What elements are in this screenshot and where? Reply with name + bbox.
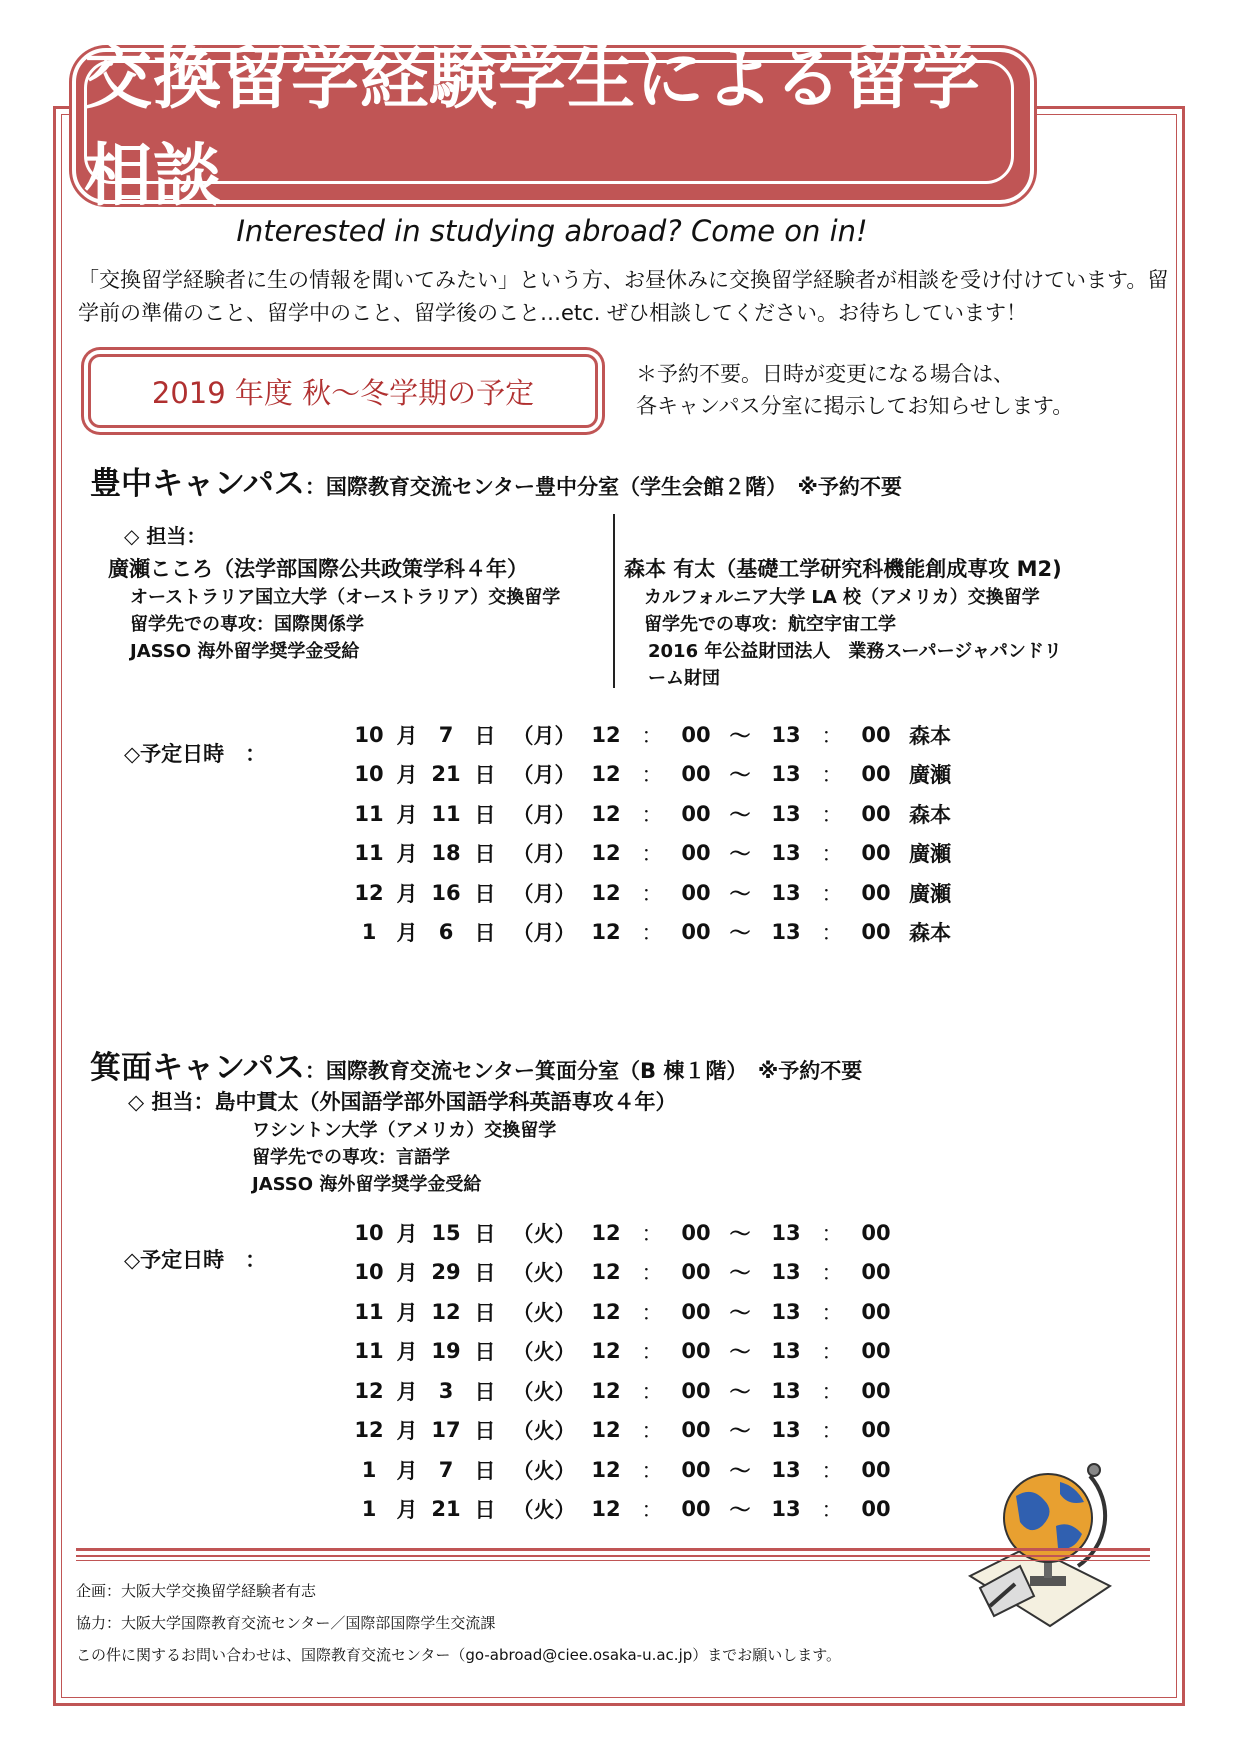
start-hour: 12 [591,1497,621,1522]
staff-name: 廣瀬 [909,842,951,867]
time-colon: ： [641,842,663,867]
start-minute: 00 [681,920,711,945]
month-number: 12 [354,1378,384,1403]
staff-name: 廣瀬 [909,763,951,788]
schedule-row [352,834,962,874]
staff-divider [613,514,615,688]
end-hour: 13 [771,1220,801,1245]
minoh-heading [90,1042,862,1087]
time-colon: ： [641,802,663,827]
end-hour: 13 [771,1299,801,1324]
minoh-schedule-table [352,1213,898,1529]
month-number: 1 [361,1457,377,1482]
day-number: 29 [431,1260,461,1285]
time-colon: ： [641,921,663,946]
month-unit: 月 [396,1261,418,1286]
month-unit: 月 [396,842,418,867]
day-unit: 日 [474,1261,496,1286]
minoh-staff-label-text: ◇ 担当： [128,1090,215,1114]
time-tilde: ～ [729,881,751,906]
start-hour: 12 [591,880,621,905]
start-minute: 00 [681,1260,711,1285]
toyonaka-campus-name: 豊中キャンパス [90,466,305,502]
time-tilde: ～ [729,1458,751,1483]
day-unit: 日 [474,1379,496,1404]
time-tilde: ～ [729,842,751,867]
day-number: 7 [438,1457,454,1482]
time-tilde: ～ [729,1419,751,1444]
month-number: 1 [361,1497,377,1522]
month-unit: 月 [396,802,418,827]
day-unit: 日 [474,881,496,906]
weekday: （月） [512,881,576,906]
day-unit: 日 [474,1498,496,1523]
month-unit: 月 [396,1419,418,1444]
day-unit: 日 [474,1419,496,1444]
footer-rule [76,1548,1150,1551]
staff-morimoto-name: 森本 有太（基礎工学研究科機能創成専攻 M2) [624,557,1062,581]
end-minute: 00 [861,801,891,826]
weekday: （月） [512,921,576,946]
subtitle: Interested in studying abroad? Come on in! [236,214,868,248]
staff-hirose-line3: JASSO 海外留学奨学金受給 [130,641,360,662]
start-hour: 12 [591,801,621,826]
end-hour: 13 [771,1418,801,1443]
day-number: 21 [431,1497,461,1522]
start-minute: 00 [681,1378,711,1403]
start-minute: 00 [681,722,711,747]
staff-hirose-line2: 留学先での専攻：国際関係学 [130,614,364,635]
start-hour: 12 [591,722,621,747]
staff-shimanaka-name: 島中貫太（外国語学部外国語学科英語専攻４年） [214,1090,677,1114]
schedule-row [352,1450,898,1490]
start-hour: 12 [591,1220,621,1245]
weekday: （火） [512,1419,576,1444]
end-hour: 13 [771,801,801,826]
start-minute: 00 [681,1497,711,1522]
end-hour: 13 [771,880,801,905]
footer-organizer: 企画：大阪大学交換留学経験者有志 [76,1582,317,1600]
start-minute: 00 [681,1418,711,1443]
start-hour: 12 [591,762,621,787]
day-number: 16 [431,880,461,905]
time-colon: ： [821,921,843,946]
end-minute: 00 [861,762,891,787]
time-colon: ： [641,1340,663,1365]
day-number: 17 [431,1418,461,1443]
start-minute: 00 [681,1220,711,1245]
day-number: 15 [431,1220,461,1245]
end-minute: 00 [861,841,891,866]
time-colon: ： [821,881,843,906]
toyonaka-heading [90,458,902,503]
weekday: （月） [512,763,576,788]
end-hour: 13 [771,1260,801,1285]
end-minute: 00 [861,1339,891,1364]
staff-name: 森本 [909,802,951,827]
footer-rule-3 [76,1560,1150,1561]
month-unit: 月 [396,921,418,946]
start-hour: 12 [591,1339,621,1364]
time-colon: ： [641,1498,663,1523]
weekday: （月） [512,802,576,827]
day-unit: 日 [474,842,496,867]
start-hour: 12 [591,1418,621,1443]
time-colon: ： [641,1221,663,1246]
staff-shimanaka-line1: ワシントン大学（アメリカ）交換留学 [252,1120,557,1141]
schedule-row [352,715,962,755]
month-number: 10 [354,1260,384,1285]
end-minute: 00 [861,1260,891,1285]
time-tilde: ～ [729,802,751,827]
end-minute: 00 [861,920,891,945]
staff-name: 廣瀬 [909,881,951,906]
staff-hirose-line1: オーストラリア国立大学（オーストラリア）交換留学 [130,587,561,608]
day-unit: 日 [474,723,496,748]
day-unit: 日 [474,802,496,827]
start-hour: 12 [591,1299,621,1324]
schedule-row [352,873,962,913]
month-number: 10 [354,722,384,747]
time-tilde: ～ [729,1498,751,1523]
schedule-row [352,1332,898,1372]
schedule-row [352,1490,898,1530]
time-tilde: ～ [729,921,751,946]
start-hour: 12 [591,1260,621,1285]
minoh-location: ：国際教育交流センター箕面分室（B 棟１階） ※予約不要 [304,1059,863,1083]
day-unit: 日 [474,921,496,946]
month-unit: 月 [396,1458,418,1483]
time-colon: ： [641,881,663,906]
weekday: （火） [512,1498,576,1523]
schedule-row [352,755,962,795]
weekday: （月） [512,723,576,748]
staff-morimoto-line3: 2016 年公益財団法人 業務スーパージャパンドリ [648,641,1062,662]
end-hour: 13 [771,841,801,866]
schedule-row [352,1292,898,1332]
day-unit: 日 [474,1300,496,1325]
weekday: （月） [512,842,576,867]
time-colon: ： [821,802,843,827]
day-unit: 日 [474,1221,496,1246]
start-minute: 00 [681,1299,711,1324]
end-hour: 13 [771,1339,801,1364]
month-number: 10 [354,1220,384,1245]
time-colon: ： [821,1340,843,1365]
time-colon: ： [641,723,663,748]
end-hour: 13 [771,1457,801,1482]
end-minute: 00 [861,1378,891,1403]
month-unit: 月 [396,1221,418,1246]
month-number: 11 [354,801,384,826]
weekday: （火） [512,1340,576,1365]
weekday: （火） [512,1261,576,1286]
staff-shimanaka-line2: 留学先での専攻：言語学 [252,1147,450,1168]
time-tilde: ～ [729,763,751,788]
end-hour: 13 [771,1497,801,1522]
weekday: （火） [512,1458,576,1483]
time-tilde: ～ [729,1379,751,1404]
schedule-row [352,1371,898,1411]
month-number: 11 [354,841,384,866]
time-tilde: ～ [729,1340,751,1365]
day-number: 12 [431,1299,461,1324]
end-hour: 13 [771,920,801,945]
time-colon: ： [821,723,843,748]
month-unit: 月 [396,1340,418,1365]
day-number: 18 [431,841,461,866]
end-minute: 00 [861,722,891,747]
schedule-row [352,1253,898,1293]
end-minute: 00 [861,1418,891,1443]
end-minute: 00 [861,1457,891,1482]
time-colon: ： [821,1221,843,1246]
footer-rule-2 [76,1555,1150,1557]
time-colon: ： [641,763,663,788]
schedule-row [352,1213,898,1253]
end-hour: 13 [771,762,801,787]
day-number: 6 [438,920,454,945]
end-minute: 00 [861,1497,891,1522]
start-hour: 12 [591,841,621,866]
minoh-staff-label [128,1086,676,1116]
time-colon: ： [641,1300,663,1325]
day-unit: 日 [474,1458,496,1483]
schedule-row [352,913,962,953]
toyonaka-location: ：国際教育交流センター豊中分室（学生会館２階） ※予約不要 [304,475,902,499]
staff-morimoto-line1: カルフォルニア大学 LA 校（アメリカ）交換留学 [644,587,1040,608]
start-hour: 12 [591,920,621,945]
time-colon: ： [641,1458,663,1483]
staff-morimoto-line4: ーム財団 [648,668,720,689]
time-colon: ： [821,1498,843,1523]
note-line-2: 各キャンパス分室に掲示してお知らせします。 [636,394,1074,418]
time-tilde: ～ [729,1221,751,1246]
staff-shimanaka-line3: JASSO 海外留学奨学金受給 [252,1174,482,1195]
end-minute: 00 [861,1299,891,1324]
toyonaka-schedule-table [352,715,962,952]
month-number: 10 [354,762,384,787]
schedule-heading: 2019 年度 秋～冬学期の予定 [151,375,535,410]
minoh-campus-name: 箕面キャンパス [90,1050,305,1086]
page-title: 交換留学経験学生による留学相談 [84,40,982,216]
time-colon: ： [641,1379,663,1404]
day-unit: 日 [474,1340,496,1365]
weekday: （火） [512,1221,576,1246]
time-colon: ： [641,1419,663,1444]
weekday: （火） [512,1379,576,1404]
toyonaka-staff-label: ◇ 担当： [124,524,207,548]
start-hour: 12 [591,1457,621,1482]
month-unit: 月 [396,1300,418,1325]
end-hour: 13 [771,1378,801,1403]
staff-name: 森本 [909,723,951,748]
time-colon: ： [821,1261,843,1286]
time-colon: ： [641,1261,663,1286]
time-tilde: ～ [729,723,751,748]
month-number: 11 [354,1299,384,1324]
weekday: （火） [512,1300,576,1325]
end-minute: 00 [861,880,891,905]
month-unit: 月 [396,723,418,748]
schedule-row [352,794,962,834]
staff-hirose-name: 廣瀬こころ（法学部国際公共政策学科４年） [108,557,528,581]
intro-text: 「交換留学経験者に生の情報を聞いてみたい」という方、お昼休みに交換留学経験者が相談を受け付けています。留学前の準備のこと、留学中のこと、留学後のこと…etc. ぜひ相談してください。お待ちしています！ [78,268,1169,325]
day-number: 7 [438,722,454,747]
month-number: 12 [354,880,384,905]
time-tilde: ～ [729,1261,751,1286]
start-minute: 00 [681,841,711,866]
month-unit: 月 [396,1498,418,1523]
end-hour: 13 [771,722,801,747]
month-unit: 月 [396,763,418,788]
time-colon: ： [821,1458,843,1483]
globe-illustration [960,1456,1120,1632]
time-colon: ： [821,842,843,867]
start-hour: 12 [591,1378,621,1403]
day-number: 21 [431,762,461,787]
month-unit: 月 [396,881,418,906]
month-number: 1 [361,920,377,945]
time-colon: ： [821,1379,843,1404]
month-number: 11 [354,1339,384,1364]
footer-contact: この件に関するお問い合わせは、国際教育交流センター（go-abroad@ciee.osaka-u.ac.jp）までお願いします。 [76,1646,842,1664]
minoh-schedule-label: ◇予定日時 ： [124,1248,267,1272]
time-colon: ： [821,763,843,788]
end-minute: 00 [861,1220,891,1245]
day-unit: 日 [474,763,496,788]
staff-name: 森本 [909,921,951,946]
footer-cooperation: 協力：大阪大学国際教育交流センター／国際部国際学生交流課 [76,1614,496,1632]
time-tilde: ～ [729,1300,751,1325]
reservation-note [636,358,1073,422]
start-minute: 00 [681,1457,711,1482]
time-colon: ： [821,1300,843,1325]
month-number: 12 [354,1418,384,1443]
time-colon: ： [821,1419,843,1444]
start-minute: 00 [681,1339,711,1364]
day-number: 11 [431,801,461,826]
toyonaka-schedule-label: ◇予定日時 ： [124,742,267,766]
start-minute: 00 [681,880,711,905]
schedule-row [352,1411,898,1451]
note-line-1: ＊予約不要。日時が変更になる場合は、 [636,362,1014,386]
day-number: 19 [431,1339,461,1364]
day-number: 3 [438,1378,454,1403]
start-minute: 00 [681,801,711,826]
staff-morimoto-line2: 留学先での専攻：航空宇宙工学 [644,614,896,635]
month-unit: 月 [396,1379,418,1404]
start-minute: 00 [681,762,711,787]
